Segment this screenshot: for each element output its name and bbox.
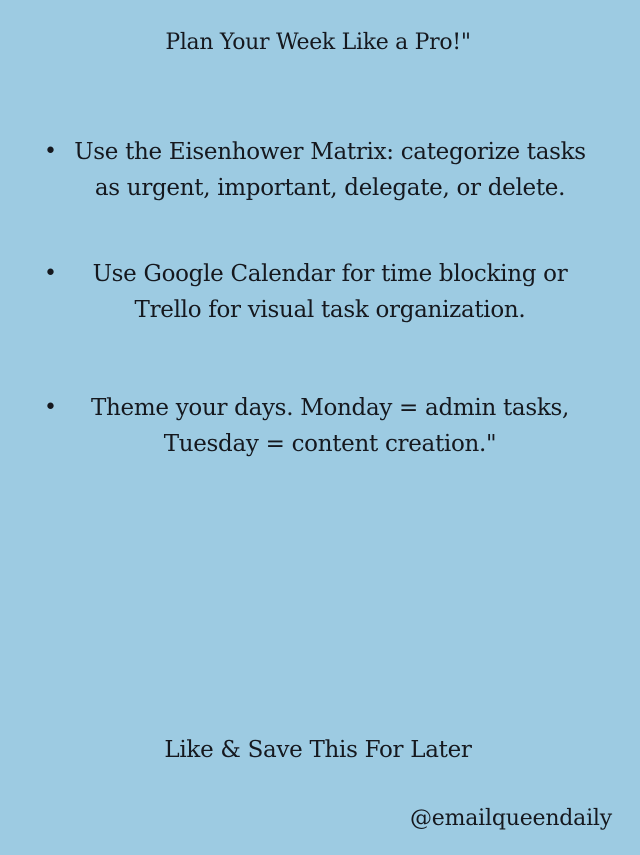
bullet-marker: •	[44, 395, 57, 420]
bullet-marker: •	[44, 261, 57, 286]
author-handle: @emailqueendaily	[409, 806, 612, 831]
tip-line: Tuesday = content creation."	[163, 431, 497, 457]
tip-line: as urgent, important, delegate, or delete.	[94, 175, 566, 201]
tip-line: Use Google Calendar for time blocking or	[92, 261, 568, 287]
tip-line: Use the Eisenhower Matrix: categorize tasks	[74, 139, 586, 165]
bullet-marker: •	[44, 139, 57, 164]
call-to-action: Like & Save This For Later	[164, 737, 472, 763]
tip-text	[60, 134, 600, 206]
tip-text	[60, 390, 600, 462]
tip-text	[60, 256, 600, 328]
page-title: Plan Your Week Like a Pro!"	[165, 30, 471, 55]
tip-line: Trello for visual task organization.	[134, 297, 526, 323]
tip-line: Theme your days. Monday = admin tasks,	[91, 395, 569, 421]
